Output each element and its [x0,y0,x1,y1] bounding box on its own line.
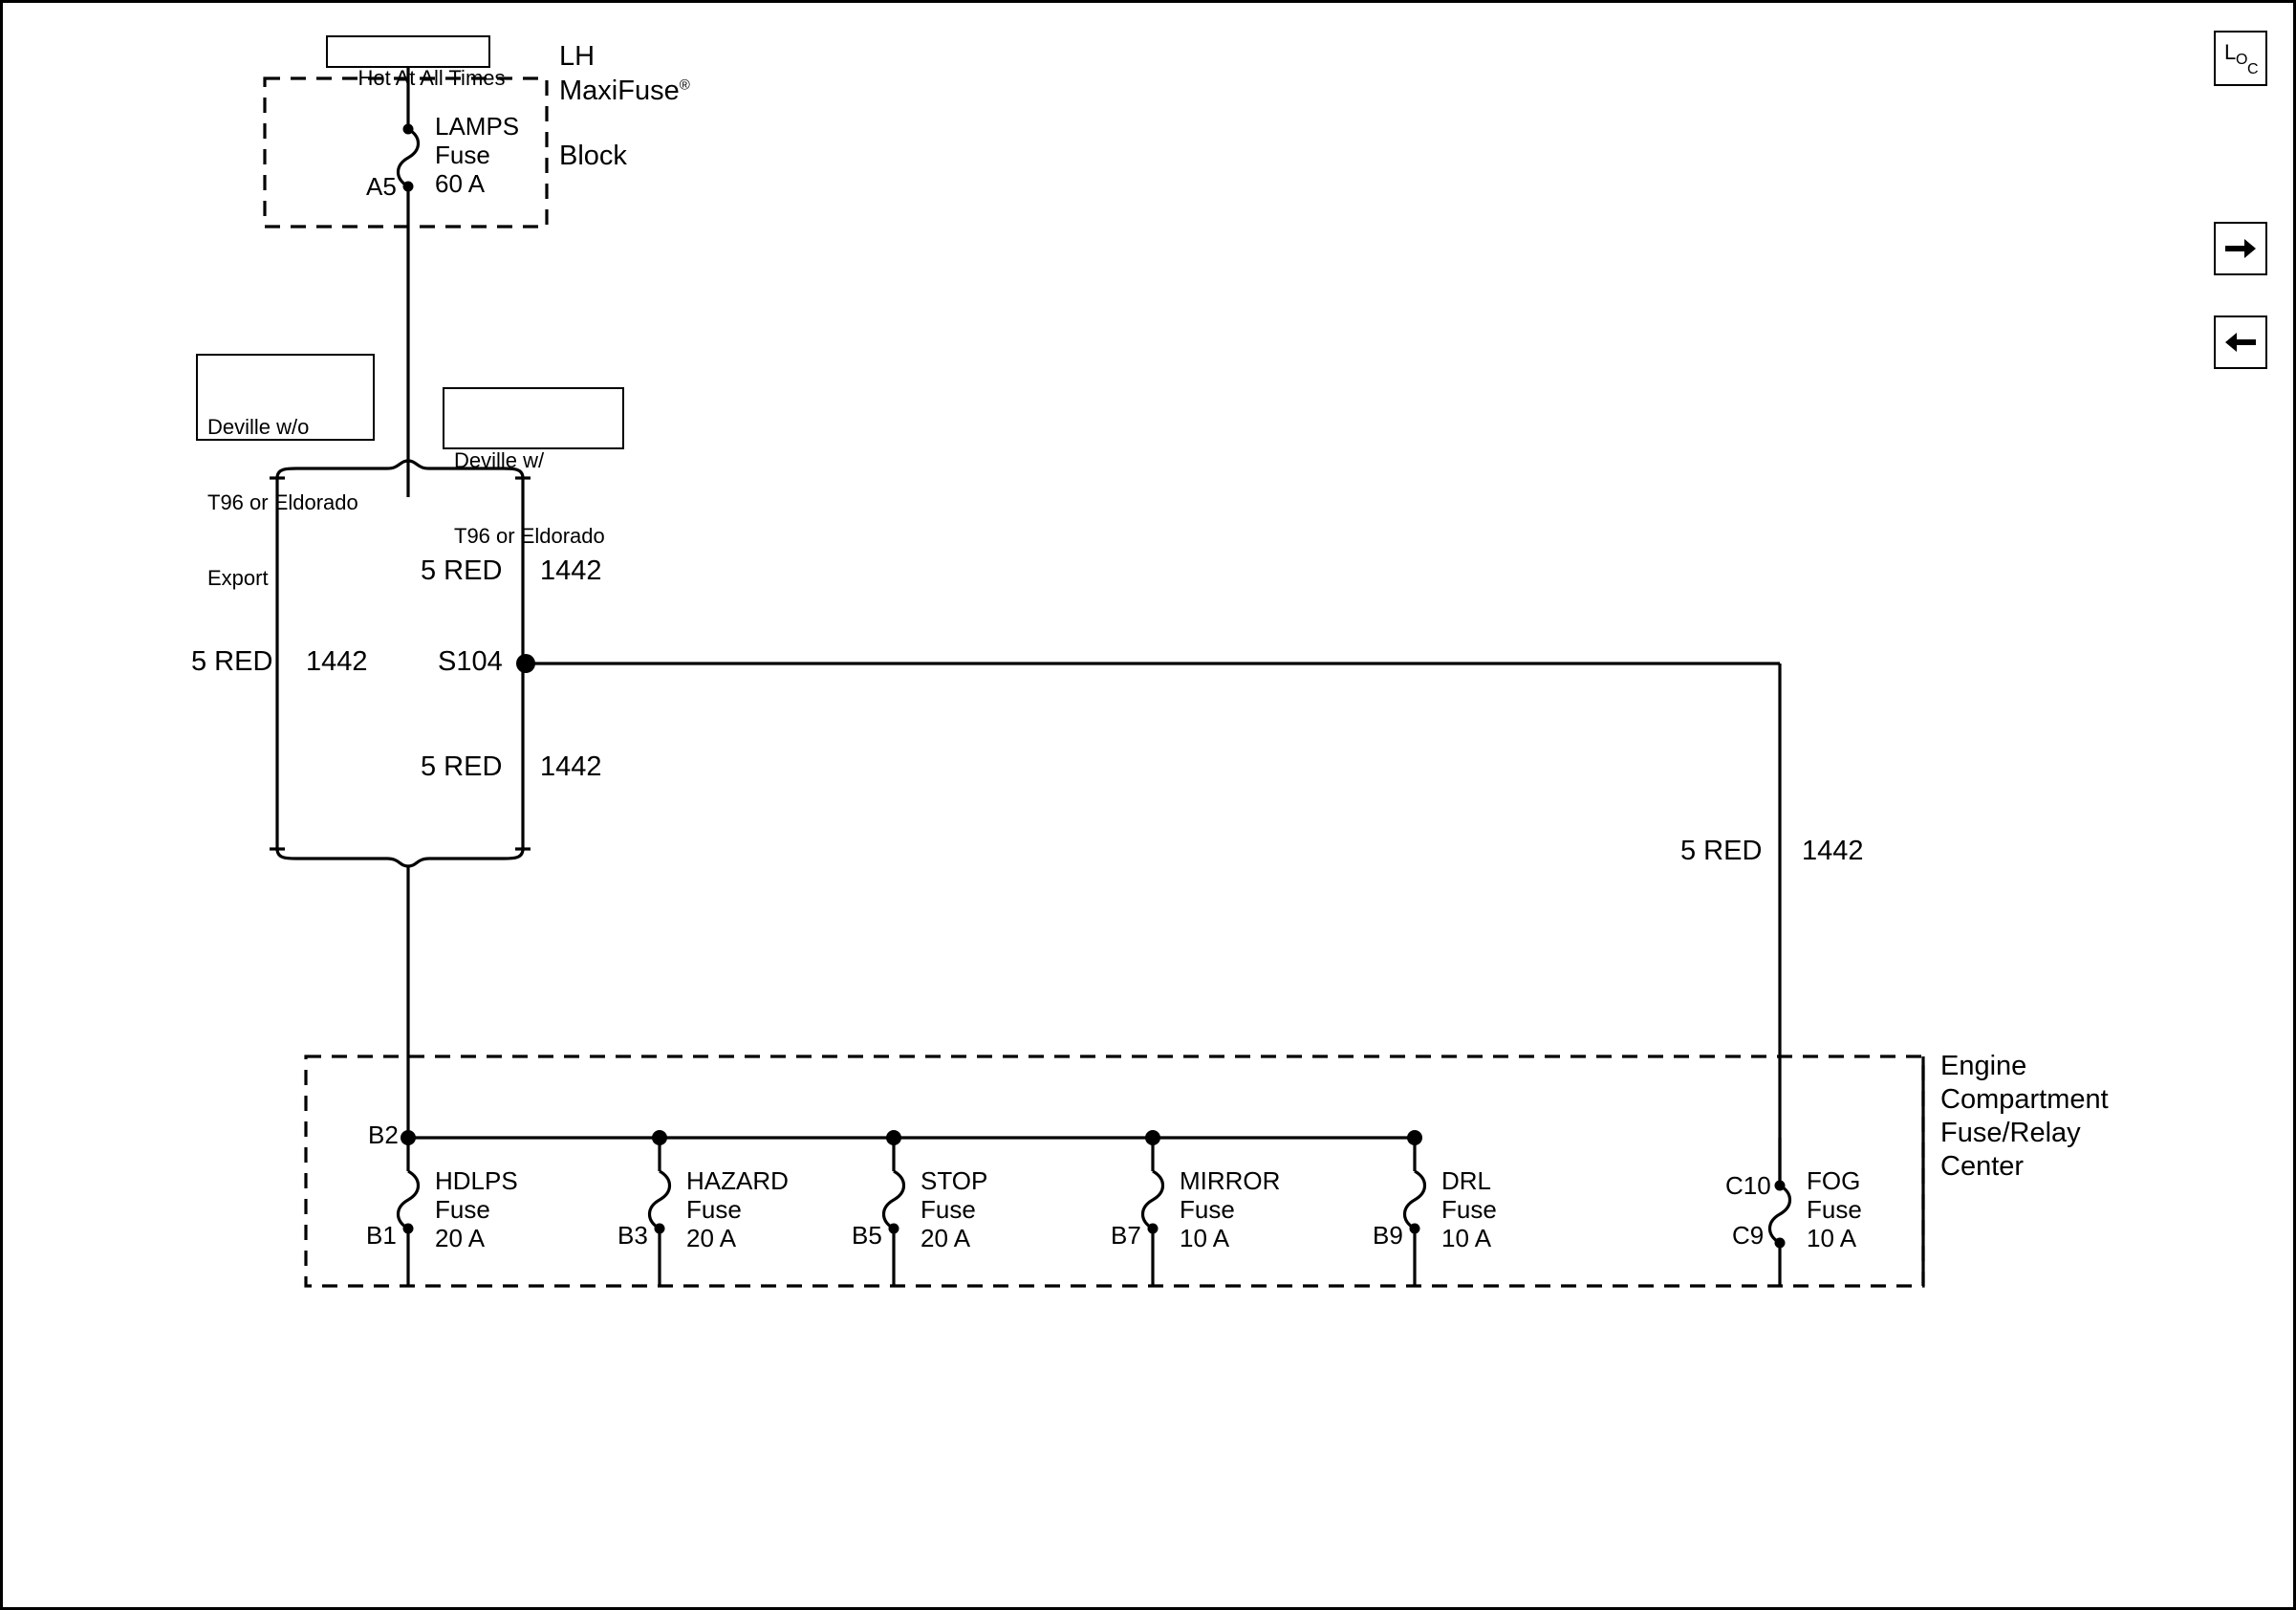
loc-letter-o: O [2236,52,2248,68]
fuse-fog-name: FOG [1807,1166,1861,1195]
fuse-mirror-name: MIRROR [1180,1166,1281,1195]
engine-compartment-title-line4: Center [1940,1151,2025,1182]
fuse-stop-rating: 20 A [921,1224,971,1252]
fuse-hazard-word: Fuse [686,1195,742,1224]
option-box-left-line3: Export [207,566,269,591]
lamps-fuse-rating: 60 A [435,169,486,198]
fuse-hazard-pin-bottom: B3 [617,1221,648,1250]
engine-compartment-title-line1: Engine [1940,1051,2027,1081]
fuse-stop-pin-bottom: B5 [852,1221,882,1250]
fuse-hdlps-name: HDLPS [435,1166,518,1195]
loc-letter-c: C [2247,61,2259,77]
fuse-drl-name: DRL [1441,1166,1492,1195]
fuse-stop-word: Fuse [921,1195,976,1224]
engine-compartment-title-line2: Compartment [1940,1084,2109,1115]
fuse-drl-rating: 10 A [1441,1224,1492,1252]
option-box-right-line2: T96 or Eldorado [454,523,605,548]
fuse-hazard-rating: 20 A [686,1224,737,1252]
fuse-fog-rating: 10 A [1807,1224,1857,1252]
wire-label-upper-gauge: 5 RED [421,555,503,586]
previous-page-button[interactable] [2214,315,2267,369]
fuse-mirror-word: Fuse [1180,1195,1235,1224]
splice-dot-s104 [516,654,535,673]
registered-mark: ® [679,76,690,94]
loc-button[interactable] [2214,31,2267,86]
block-title-line2: MaxiFuse® [559,76,690,106]
engine-compartment-outline [306,1056,1923,1286]
fuse-fog-word: Fuse [1807,1195,1862,1224]
option-box-left-line1: Deville w/o [207,414,310,439]
wire-label-lower-gauge: 5 RED [421,751,503,782]
wire-label-lower-circuit: 1442 [540,751,602,782]
maxifuse-block-outline [265,78,547,227]
next-page-button[interactable] [2214,222,2267,275]
hot-at-all-times-box [326,35,506,91]
wire-label-upper-circuit: 1442 [540,555,602,586]
option-box-left-line2: T96 or Eldorado [207,490,358,514]
loc-letter-l: L [2224,40,2237,64]
hot-at-all-times-label: Hot At All Times [357,66,506,91]
fuse-hdlps-pin-bottom: B1 [366,1221,397,1250]
fuse-drl-pin-bottom: B9 [1373,1221,1403,1250]
fuse-fog-pin-top: C10 [1725,1171,1771,1200]
arrow-left-icon [2223,330,2258,355]
arrow-right-icon [2223,236,2258,261]
block-title-line1: LH [559,41,596,72]
fuse-mirror-rating: 10 A [1180,1224,1230,1252]
wire-label-left-circuit: 1442 [306,646,368,677]
option-box-deville-t96 [443,387,624,548]
splice-label-s104: S104 [438,646,503,677]
fuse-hazard-name: HAZARD [686,1166,789,1195]
fuse-stop-name: STOP [921,1166,988,1195]
fuse-hdlps-word: Fuse [435,1195,490,1224]
wire-label-left-gauge: 5 RED [191,646,273,677]
fuse-drl-word: Fuse [1441,1195,1497,1224]
fuse-mirror-pin-bottom: B7 [1111,1221,1141,1250]
option-box-right-line1: Deville w/ [454,447,545,472]
lamps-fuse-pin: A5 [366,172,397,201]
lamps-fuse-word: Fuse [435,141,490,169]
option-box-deville-export [196,354,375,591]
lamps-fuse-name: LAMPS [435,112,520,141]
fuse-hdlps-rating: 20 A [435,1224,486,1252]
wire-label-fog-circuit: 1442 [1802,836,1864,866]
wire-label-fog-gauge: 5 RED [1680,836,1763,866]
engine-compartment-title-line3: Fuse/Relay [1940,1118,2081,1148]
fuse-hdlps-pin-top: B2 [368,1120,399,1149]
block-title-line3: Block [559,141,627,171]
fuse-fog-pin-bottom: C9 [1732,1221,1765,1250]
